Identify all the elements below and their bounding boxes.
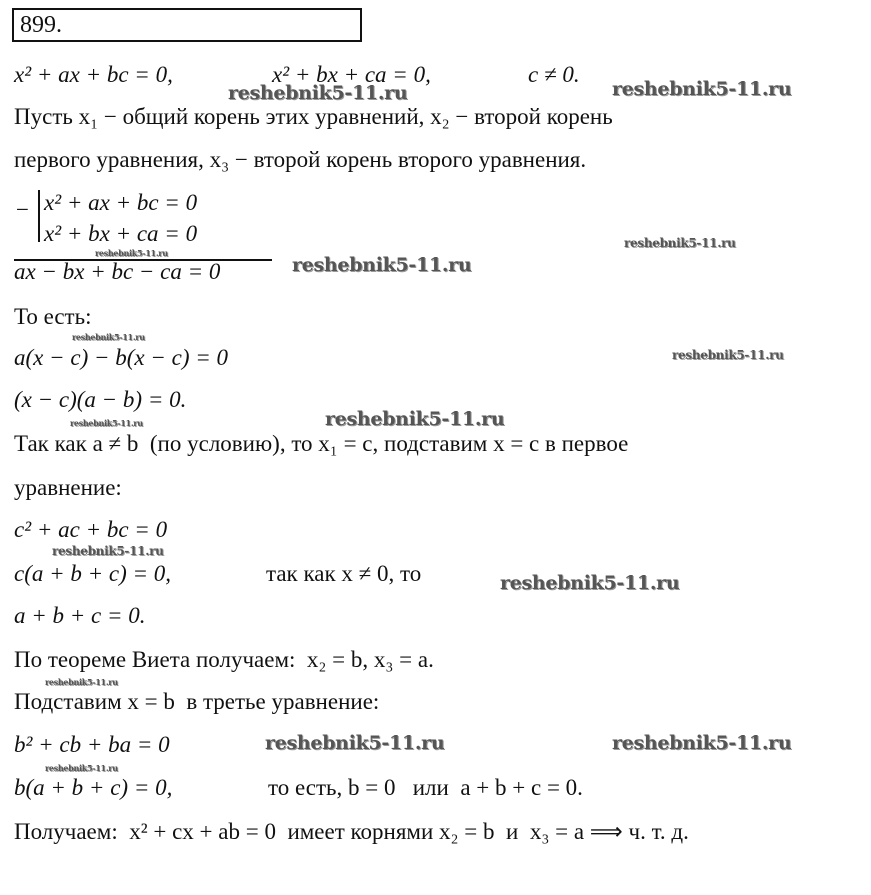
eq-b-2-note: то есть, b = 0 или a + b + c = 0. (268, 775, 583, 800)
watermark: reshebnik5-11.ru (95, 248, 168, 258)
system-result: ax − bx + bc − ca = 0 (14, 259, 221, 284)
factor-line-2: (x − c)(a − b) = 0. (14, 387, 187, 412)
problem-number: 899. (20, 12, 62, 38)
eq-b-1: b² + cb + ba = 0 (14, 732, 170, 757)
sum-zero: a + b + c = 0. (14, 603, 146, 628)
watermark: reshebnik5-11.ru (228, 82, 408, 104)
watermark: reshebnik5-11.ru (292, 254, 472, 276)
since-line-2: уравнение: (14, 475, 122, 500)
minus-sign: − (16, 197, 29, 222)
watermark: reshebnik5-11.ru (70, 418, 143, 428)
watermark: reshebnik5-11.ru (612, 78, 792, 100)
vieta-line: По теореме Виета получаем: x₂ = b, x₃ = a. (14, 647, 434, 672)
watermark: reshebnik5-11.ru (612, 732, 792, 754)
watermark: reshebnik5-11.ru (325, 408, 505, 430)
system-eq1: x² + ax + bc = 0 (44, 190, 198, 215)
let-line-2: первого уравнения, x₃ − второй корень второго уравнения. (14, 147, 587, 172)
watermark: reshebnik5-11.ru (500, 572, 680, 594)
given-eq2: x² + bx + ca = 0, (272, 62, 431, 87)
problem-number-box (12, 8, 362, 42)
that-is-label: То есть: (14, 304, 92, 329)
system-eq2: x² + bx + ca = 0 (44, 221, 198, 246)
eq-b-2: b(a + b + c) = 0, (14, 775, 173, 800)
substitution-1: c² + ac + bc = 0 (14, 517, 168, 542)
given-eq1: x² + ax + bc = 0, (14, 62, 173, 87)
given-condition: c ≠ 0. (528, 62, 580, 87)
substitute-b-line: Подставим x = b в третье уравнение: (14, 689, 380, 714)
watermark: reshebnik5-11.ru (52, 544, 164, 558)
watermark: reshebnik5-11.ru (72, 332, 145, 342)
system-bar (38, 190, 40, 242)
conclusion-line: Получаем: x² + cx + ab = 0 имеет корнями x₂ = b и x₃ = a ⟹ ч. т. д. (14, 819, 689, 844)
substitution-2-note: так как x ≠ 0, то (266, 561, 422, 586)
watermark: reshebnik5-11.ru (672, 348, 784, 362)
let-line-1: Пусть x₁ − общий корень этих уравнений, x₂ − второй корень (14, 104, 613, 129)
watermark: reshebnik5-11.ru (265, 732, 445, 754)
watermark: reshebnik5-11.ru (45, 763, 118, 773)
since-line-1: Так как a ≠ b (по условию), то x₁ = c, подставим x = c в первое (14, 431, 629, 456)
watermark: reshebnik5-11.ru (624, 236, 736, 250)
factor-line-1: a(x − c) − b(x − c) = 0 (14, 345, 229, 370)
substitution-2: c(a + b + c) = 0, (14, 561, 172, 586)
watermark: reshebnik5-11.ru (45, 677, 118, 687)
